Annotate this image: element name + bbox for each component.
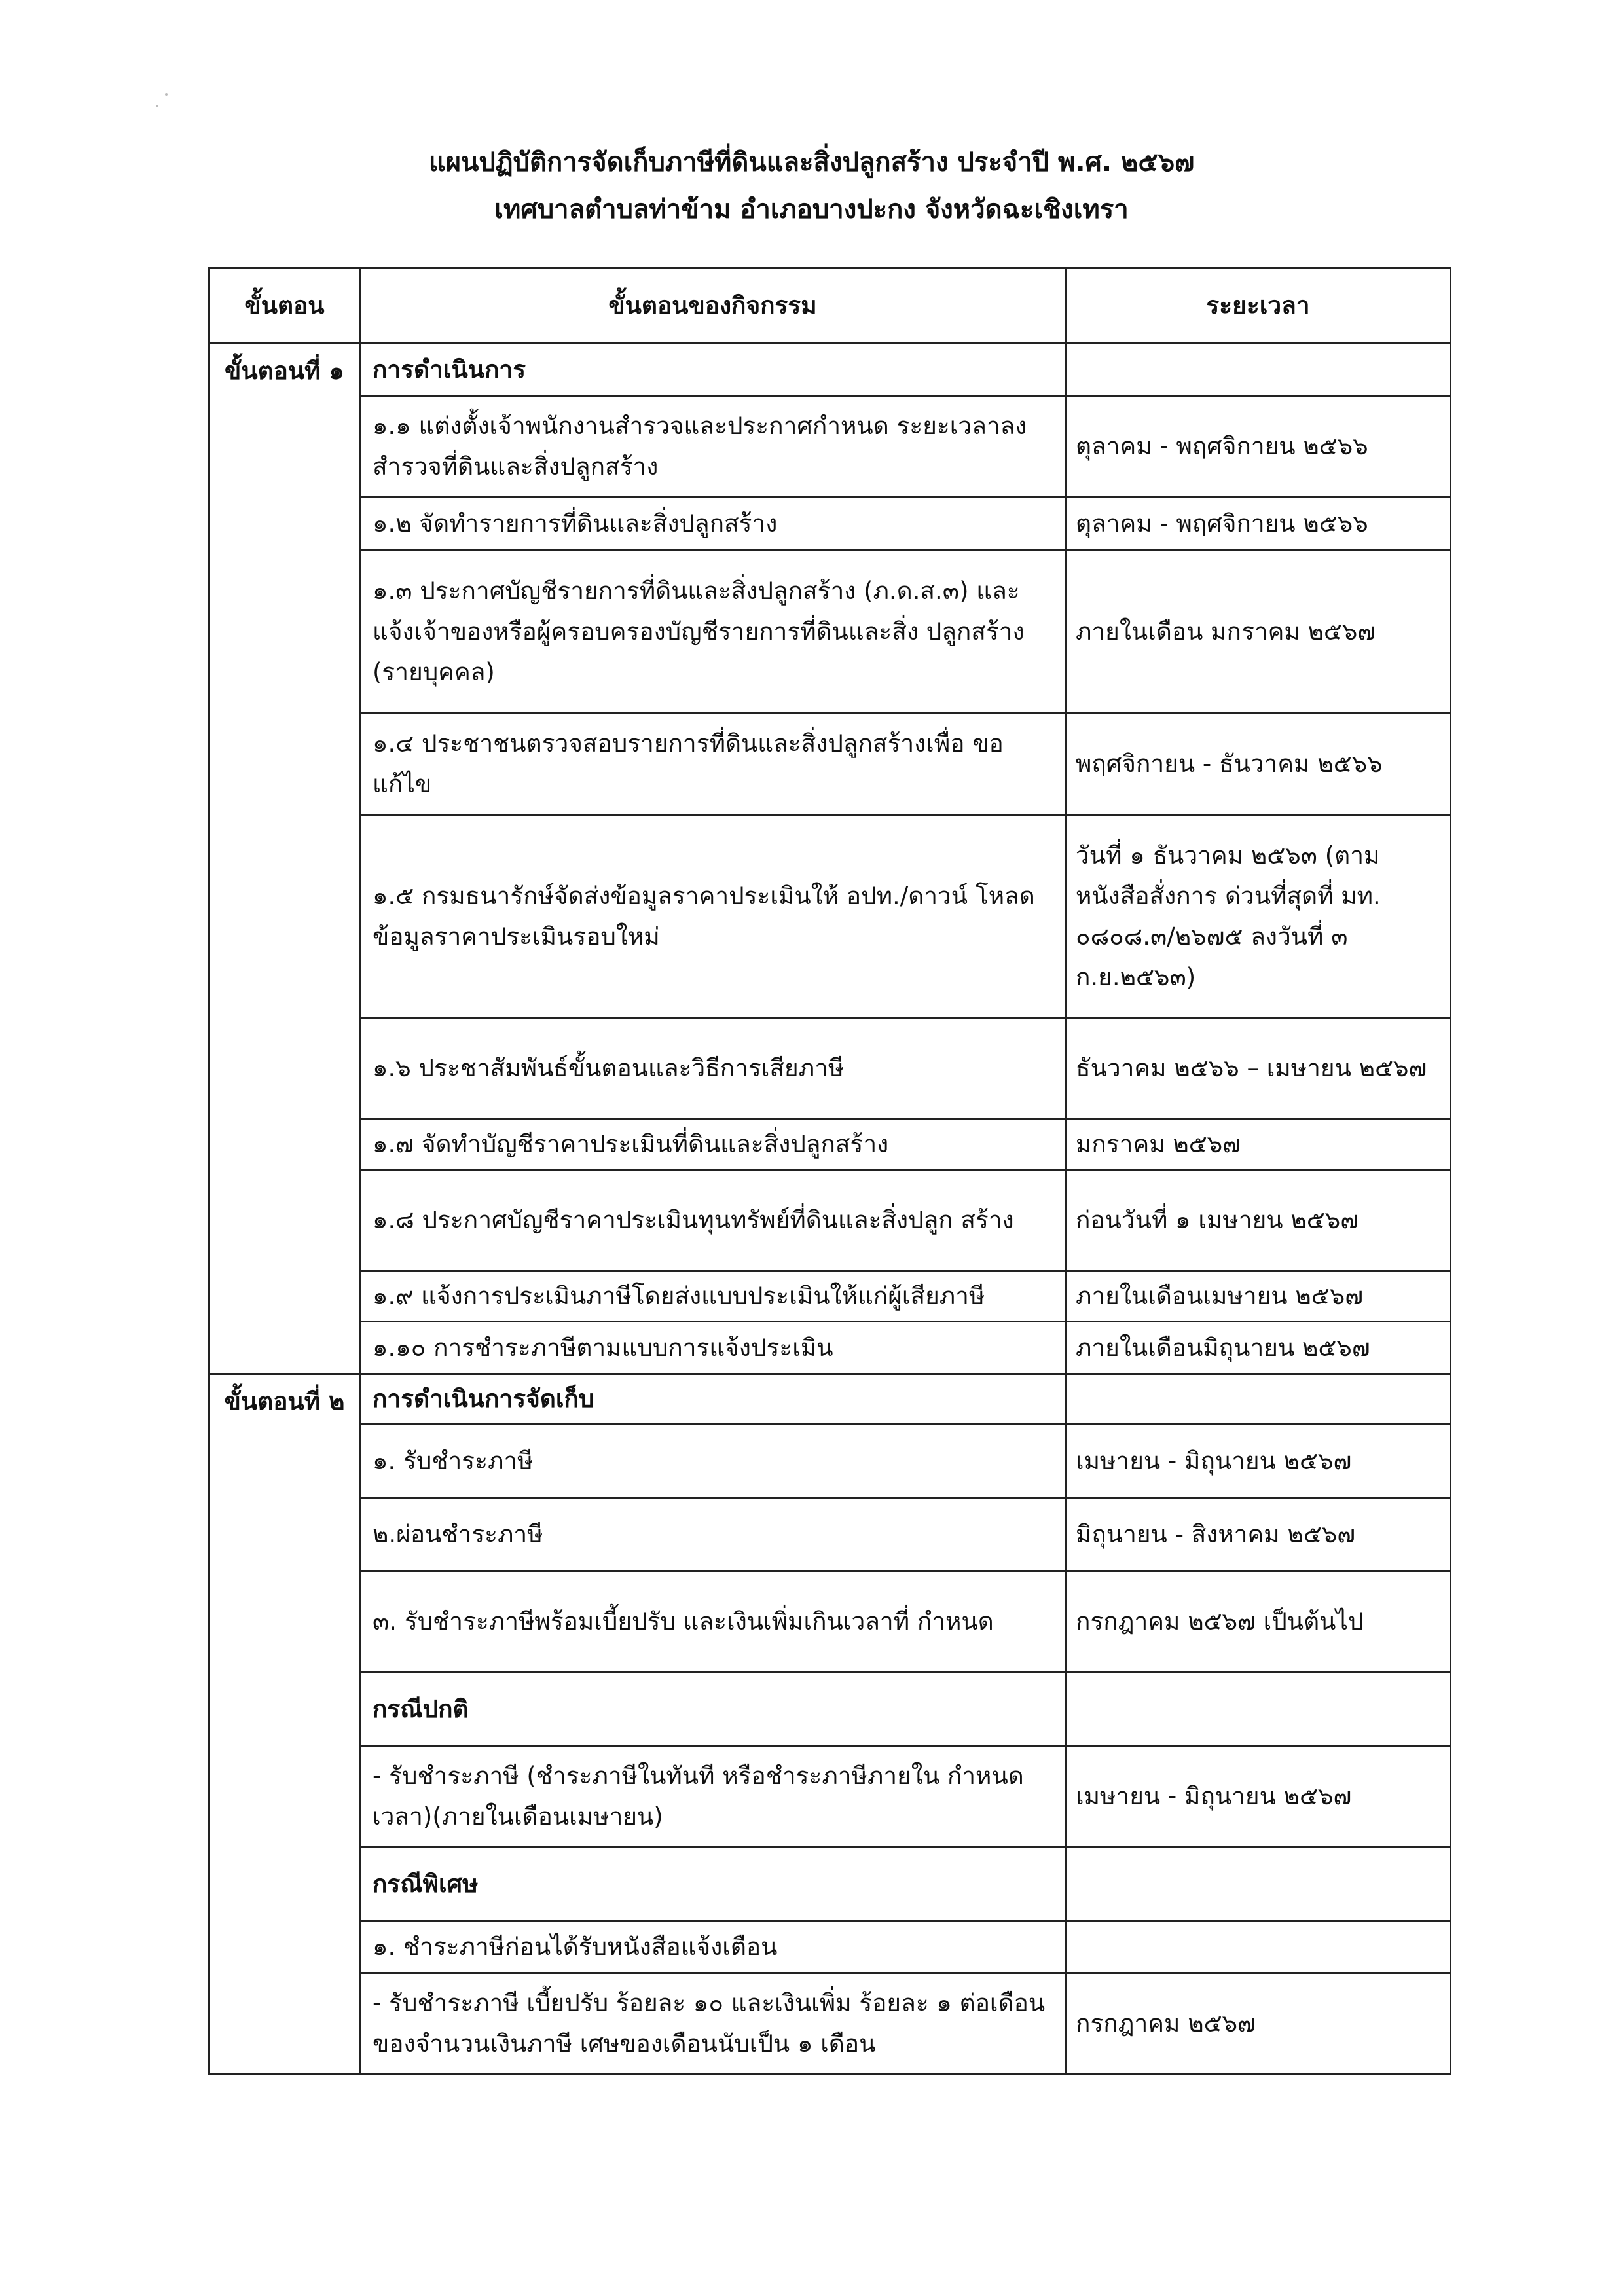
activity-cell: ๑. ชำระภาษีก่อนได้รับหนังสือแจ้งเตือน — [360, 1921, 1066, 1973]
table-row — [210, 1746, 1451, 1848]
period-cell — [1066, 1374, 1451, 1425]
period-cell — [1066, 1848, 1451, 1921]
table-row — [210, 550, 1451, 714]
period-cell: กรกฎาคม ๒๕๖๗ — [1066, 1973, 1451, 2075]
activity-cell: ๑.๔ ประชาชนตรวจสอบรายการที่ดินและสิ่งปลูกสร้างเพื่อ ขอแก้ไข — [360, 714, 1066, 815]
table-row — [210, 1018, 1451, 1120]
table-row — [210, 498, 1451, 550]
activity-cell: ๑.๓ ประกาศบัญชีรายการที่ดินและสิ่งปลูกสร้าง (ภ.ด.ส.๓) และแจ้งเจ้าของหรือผู้ครอบครองบัญชีรายการที่ดินและสิ่ง ปลูกสร้าง (รายบุคคล) — [360, 550, 1066, 714]
header-activity: ขั้นตอนของกิจกรรม — [360, 268, 1066, 344]
activity-cell: ๑.๗ จัดทำบัญชีราคาประเมินที่ดินและสิ่งปลูกสร้าง — [360, 1120, 1066, 1170]
action-plan-table — [208, 267, 1451, 2075]
table-row — [210, 1571, 1451, 1673]
page-subtitle: เทศบาลตำบลท่าข้าม อำเภอบางปะกง จังหวัดฉะเชิงเทรา — [494, 194, 1129, 225]
activity-cell: ๑.๙ แจ้งการประเมินภาษีโดยส่งแบบประเมินให้แก่ผู้เสียภาษี — [360, 1271, 1066, 1322]
header-row — [210, 268, 1451, 344]
scan-speck — [156, 105, 158, 107]
table-row — [210, 815, 1451, 1018]
page-title: แผนปฏิบัติการจัดเก็บภาษีที่ดินและสิ่งปลูกสร้าง ประจำปี พ.ศ. ๒๕๖๗ — [428, 147, 1195, 177]
period-cell: พฤศจิกายน - ธันวาคม ๒๕๖๖ — [1066, 714, 1451, 815]
header-period: ระยะเวลา — [1066, 268, 1451, 344]
table-row — [210, 396, 1451, 498]
activity-cell: - รับชำระภาษี (ชำระภาษีในทันที หรือชำระภาษีภายใน กำหนดเวลา)(ภายในเดือนเมษายน) — [360, 1746, 1066, 1848]
period-cell: เมษายน - มิถุนายน ๒๕๖๗ — [1066, 1425, 1451, 1498]
activity-cell: ๓. รับชำระภาษีพร้อมเบี้ยปรับ และเงินเพิ่มเกินเวลาที่ กำหนด — [360, 1571, 1066, 1673]
activity-cell: ๑.๘ ประกาศบัญชีราคาประเมินทุนทรัพย์ที่ดินและสิ่งปลูก สร้าง — [360, 1170, 1066, 1271]
period-cell: ก่อนวันที่ ๑ เมษายน ๒๕๖๗ — [1066, 1170, 1451, 1271]
period-cell: ภายในเดือน มกราคม ๒๕๖๗ — [1066, 550, 1451, 714]
activity-cell: ๑.๒ จัดทำรายการที่ดินและสิ่งปลูกสร้าง — [360, 498, 1066, 550]
step-1-label: ขั้นตอนที่ ๑ — [210, 344, 360, 1374]
table-row — [210, 1973, 1451, 2075]
period-cell: เมษายน - มิถุนายน ๒๕๖๗ — [1066, 1746, 1451, 1848]
step-1-heading: การดำเนินการ — [360, 344, 1066, 396]
activity-cell: ๑. รับชำระภาษี — [360, 1425, 1066, 1498]
special-case-heading: กรณีพิเศษ — [360, 1848, 1066, 1921]
table-row — [210, 1848, 1451, 1921]
table-row — [210, 1673, 1451, 1746]
normal-case-heading: กรณีปกติ — [360, 1673, 1066, 1746]
period-cell: มิถุนายน - สิงหาคม ๒๕๖๗ — [1066, 1498, 1451, 1571]
table-row — [210, 1170, 1451, 1271]
table-row — [210, 714, 1451, 815]
header-step: ขั้นตอน — [210, 268, 360, 344]
period-cell — [1066, 1673, 1451, 1746]
activity-cell: - รับชำระภาษี เบี้ยปรับ ร้อยละ ๑๐ และเงินเพิ่ม ร้อยละ ๑ ต่อเดือน ของจำนวนเงินภาษี เศษของเดือนนับเป็น ๑ เดือน — [360, 1973, 1066, 2075]
activity-cell: ๒.ผ่อนชำระภาษี — [360, 1498, 1066, 1571]
period-cell: กรกฎาคม ๒๕๖๗ เป็นต้นไป — [1066, 1571, 1451, 1673]
table-row — [210, 1921, 1451, 1973]
period-cell: มกราคม ๒๕๖๗ — [1066, 1120, 1451, 1170]
table-row — [210, 1271, 1451, 1322]
period-cell: ตุลาคม - พฤศจิกายน ๒๕๖๖ — [1066, 396, 1451, 498]
table-row — [210, 1425, 1451, 1498]
period-cell: ธันวาคม ๒๕๖๖ – เมษายน ๒๕๖๗ — [1066, 1018, 1451, 1120]
period-cell: ตุลาคม - พฤศจิกายน ๒๕๖๖ — [1066, 498, 1451, 550]
activity-cell: ๑.๑๐ การชำระภาษีตามแบบการแจ้งประเมิน — [360, 1322, 1066, 1374]
period-cell: ภายในเดือนเมษายน ๒๕๖๗ — [1066, 1271, 1451, 1322]
table-row — [210, 1120, 1451, 1170]
activity-cell: ๑.๖ ประชาสัมพันธ์ขั้นตอนและวิธีการเสียภาษี — [360, 1018, 1066, 1120]
scan-speck — [165, 93, 168, 96]
period-cell: วันที่ ๑ ธันวาคม ๒๕๖๓ (ตาม หนังสือสั่งการ ด่วนที่สุดที่ มท. ๐๘๐๘.๓/๒๖๗๕ ลงวันที่ ๓ ก.ย.๒๕๖๓) — [1066, 815, 1451, 1018]
period-cell — [1066, 344, 1451, 396]
period-cell — [1066, 1921, 1451, 1973]
activity-cell: ๑.๕ กรมธนารักษ์จัดส่งข้อมูลราคาประเมินให้ อปท./ดาวน์ โหลดข้อมูลราคาประเมินรอบใหม่ — [360, 815, 1066, 1018]
step-2-heading: การดำเนินการจัดเก็บ — [360, 1374, 1066, 1425]
table-row — [210, 1498, 1451, 1571]
period-cell: ภายในเดือนมิถุนายน ๒๕๖๗ — [1066, 1322, 1451, 1374]
table-row — [210, 1322, 1451, 1374]
activity-cell: ๑.๑ แต่งตั้งเจ้าพนักงานสำรวจและประกาศกำหนด ระยะเวลาลงสำรวจที่ดินและสิ่งปลูกสร้าง — [360, 396, 1066, 498]
table-row — [210, 1374, 1451, 1425]
table-row — [210, 344, 1451, 396]
step-2-label: ขั้นตอนที่ ๒ — [210, 1374, 360, 2075]
